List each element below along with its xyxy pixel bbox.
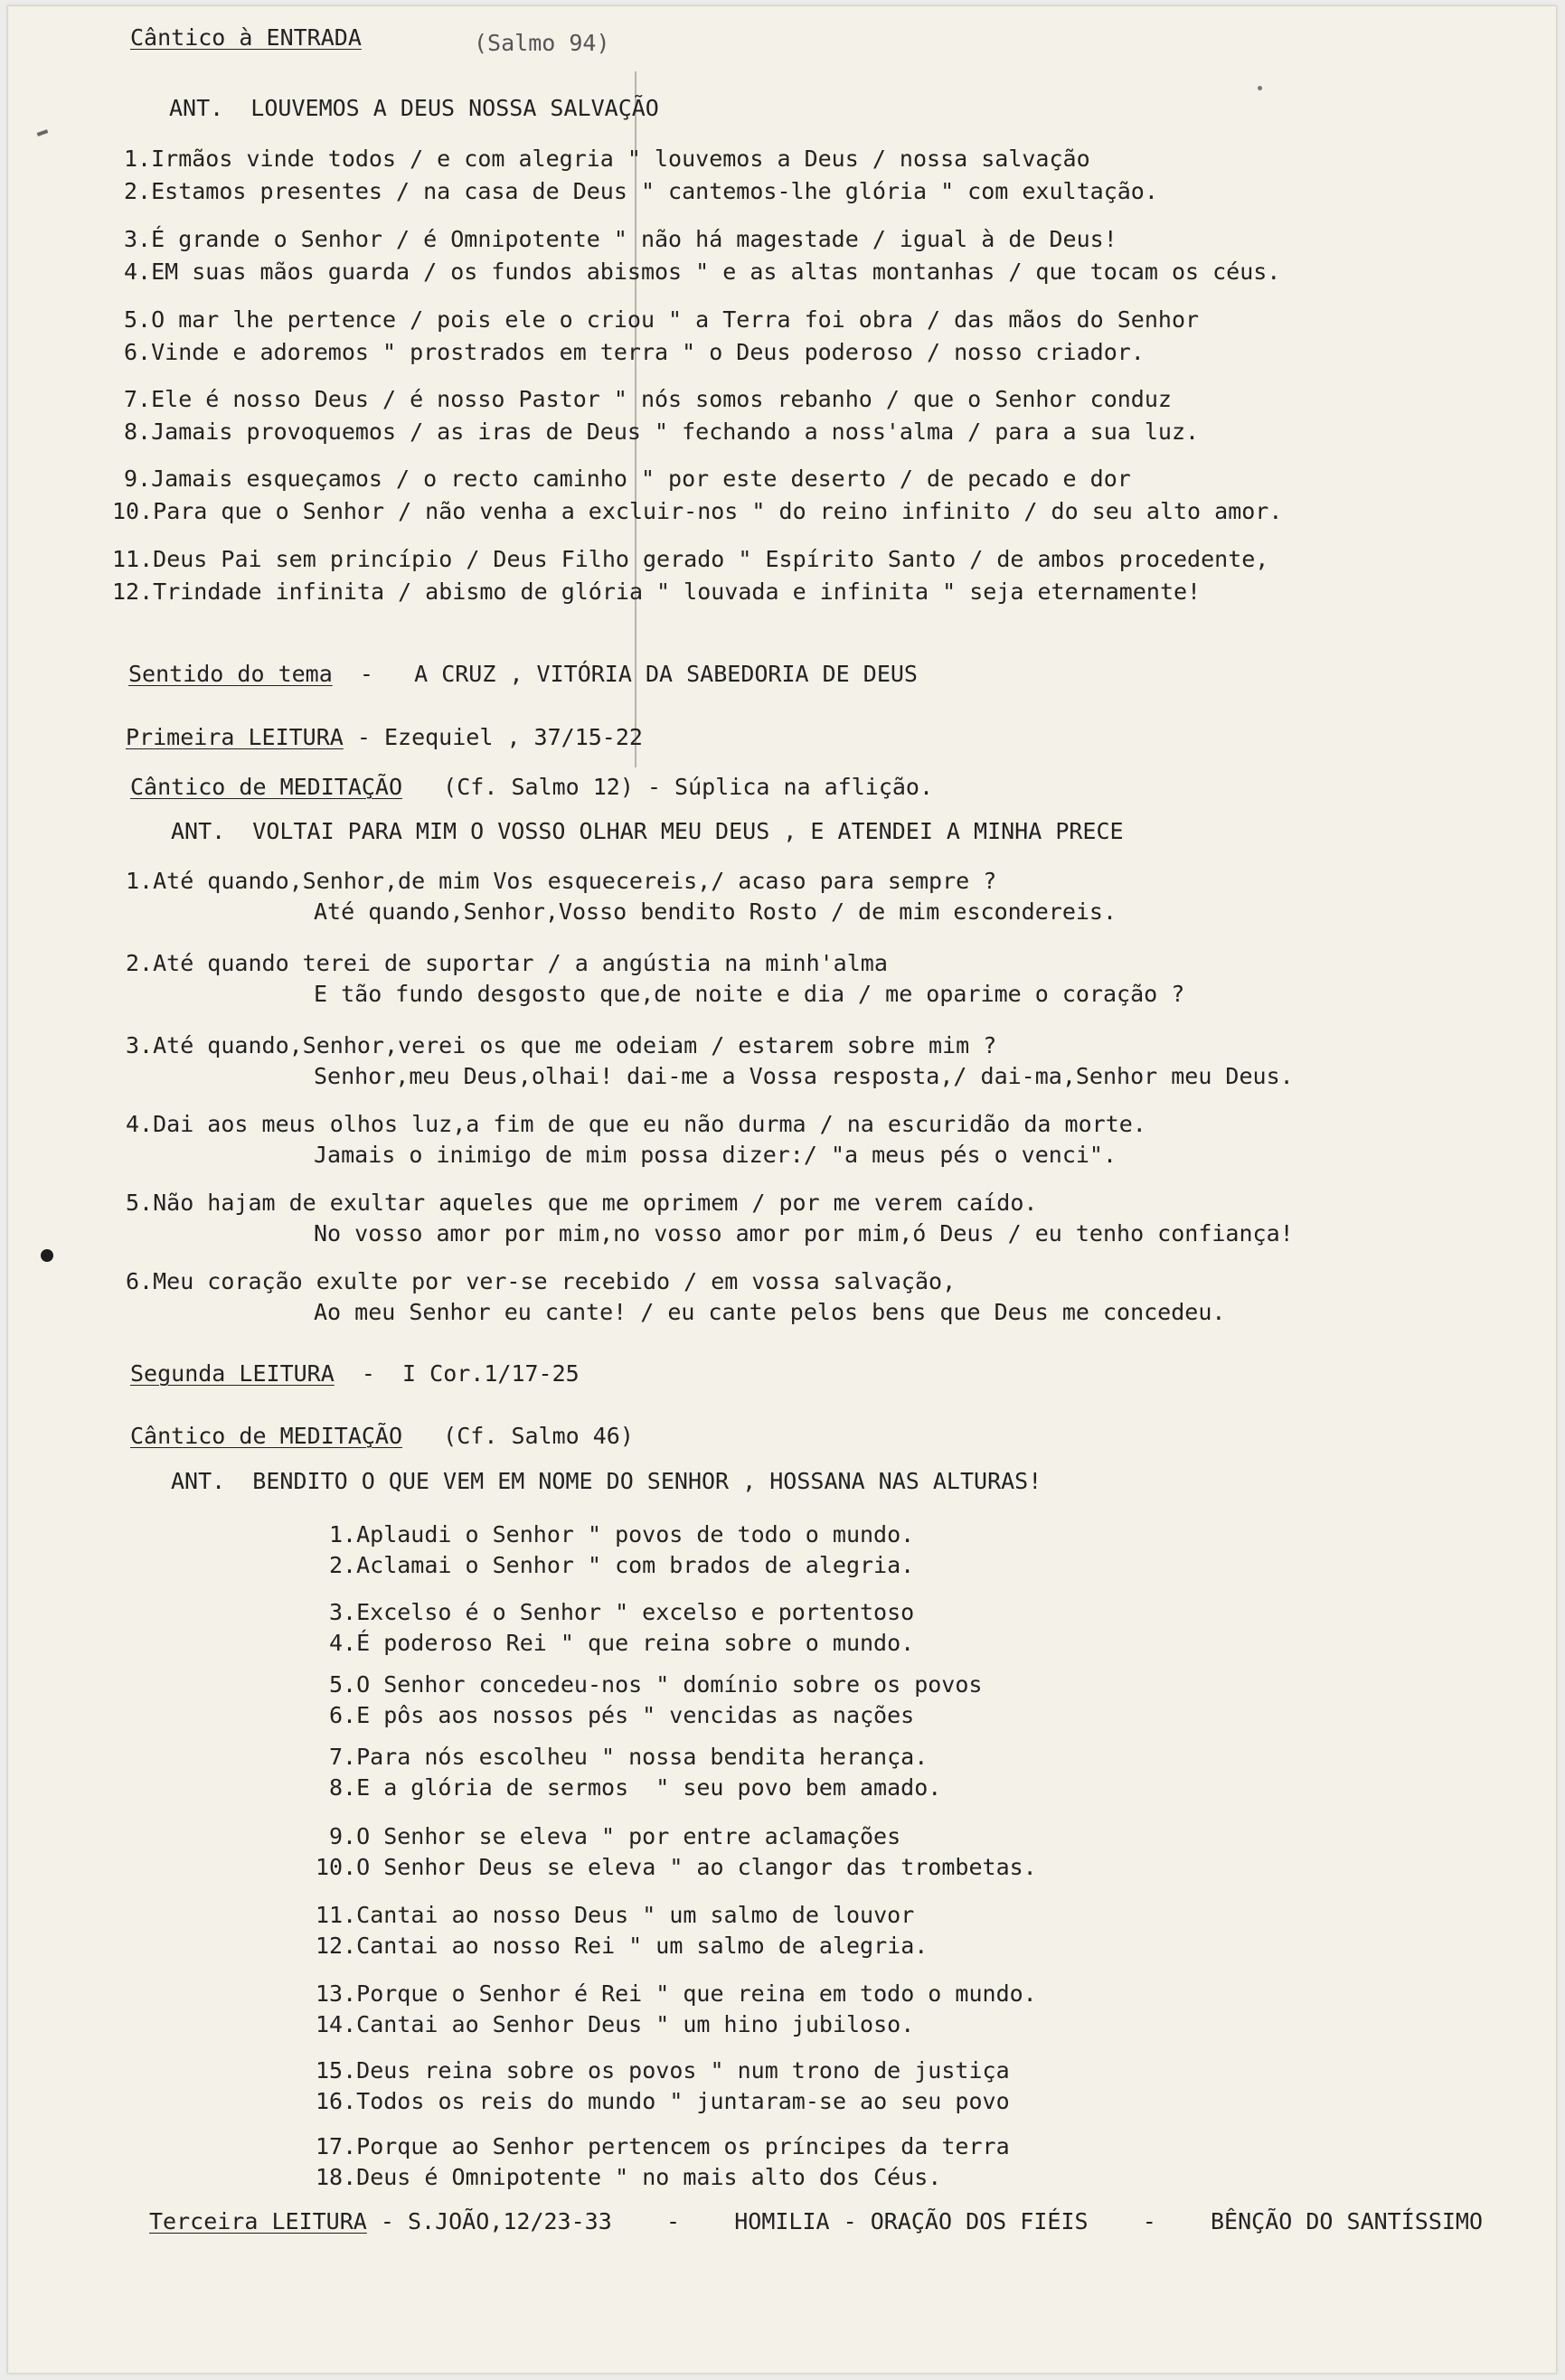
meditation2-antiphon: ANT. BENDITO O QUE VEM EM NOME DO SENHOR , HOSSANA NAS ALTURAS! <box>171 1468 1042 1494</box>
meditation1-verse: 1.Até quando,Senhor,de mim Vos esquecereis,/ acaso para sempre ? <box>126 868 997 894</box>
meditation1-verse-cont: No vosso amor por mim,no vosso amor por mim,ó Deus / eu tenho confiança! <box>314 1220 1294 1246</box>
meditation1-verse-cont: Até quando,Senhor,Vosso bendito Rosto / de mim escondereis. <box>314 898 1117 925</box>
pen-mark <box>37 129 49 136</box>
meditation2-verse: 9.O Senhor se eleva " por entre aclamações <box>329 1823 901 1849</box>
entrance-verse: 3.É grande o Senhor / é Omnipotente " não há magestade / igual à de Deus! <box>124 226 1117 252</box>
meditation2-verse: 11.Cantai ao nosso Deus " um salmo de louvor <box>316 1902 915 1928</box>
entrance-verse: 8.Jamais provoquemos / as iras de Deus " fechando a noss'alma / para a sua luz. <box>124 419 1200 445</box>
meditation2-verse: 13.Porque o Senhor é Rei " que reina em todo o mundo. <box>316 1980 1037 2007</box>
third-reading-label: Terceira LEITURA <box>149 2208 367 2234</box>
meditation2-verse: 1.Aplaudi o Senhor " povos de todo o mundo. <box>329 1521 915 1547</box>
second-reading-ref: - I Cor.1/17-25 <box>334 1360 580 1387</box>
meditation2-verse: 6.E pôs aos nossos pés " vencidas as nações <box>329 1702 915 1728</box>
entrance-verse: 7.Ele é nosso Deus / é nosso Pastor " nós somos rebanho / que o Senhor conduz <box>124 386 1172 412</box>
entrance-verse: 5.O mar lhe pertence / pois ele o criou " a Terra foi obra / das mãos do Senhor <box>124 306 1200 333</box>
document-page <box>7 5 1557 2374</box>
punch-hole <box>41 1249 53 1262</box>
entrance-psalm-ref: (Salmo 94) <box>474 30 610 56</box>
meditation2-verse: 16.Todos os reis do mundo " juntaram-se ao seu povo <box>316 2088 1010 2114</box>
entrance-verse: 12.Trindade infinita / abismo de glória " louvada e infinita " seja eternamente! <box>112 579 1202 605</box>
meditation1-heading <box>130 774 933 801</box>
meditation2-verse: 8.E a glória de sermos " seu povo bem amado. <box>329 1774 942 1801</box>
meditation1-verse-cont: Jamais o inimigo de mim possa dizer:/ "a meus pés o venci". <box>314 1142 1117 1168</box>
entrance-verse: 6.Vinde e adoremos " prostrados em terra " o Deus poderoso / nosso criador. <box>124 339 1145 365</box>
theme-line <box>128 661 918 688</box>
meditation2-verse: 5.O Senhor concedeu-nos " domínio sobre os povos <box>329 1671 983 1698</box>
meditation2-verse: 14.Cantai ao Senhor Deus " um hino jubiloso. <box>316 2011 915 2037</box>
meditation1-label: Cântico de MEDITAÇÃO <box>130 774 403 800</box>
meditation2-verse: 12.Cantai ao nosso Rei " um salmo de alegria. <box>316 1933 929 1959</box>
meditation2-verse: 7.Para nós escolheu " nossa bendita herança. <box>329 1744 929 1770</box>
meditation2-verse: 2.Aclamai o Senhor " com brados de alegria. <box>329 1552 915 1578</box>
meditation2-verse: 4.É poderoso Rei " que reina sobre o mundo. <box>329 1630 915 1656</box>
entrance-verse: 11.Deus Pai sem princípio / Deus Filho gerado " Espírito Santo / de ambos procedente, <box>112 546 1269 572</box>
theme-label: Sentido do tema <box>128 661 333 687</box>
second-reading-line <box>130 1360 580 1388</box>
meditation1-verse-cont: Ao meu Senhor eu cante! / eu cante pelos bens que Deus me concedeu. <box>314 1299 1226 1325</box>
entrance-verse: 10.Para que o Senhor / não venha a excluir-nos " do reino infinito / do seu alto amor. <box>112 498 1283 524</box>
meditation2-verse: 10.O Senhor Deus se eleva " ao clangor das trombetas. <box>316 1854 1037 1880</box>
third-reading-line <box>149 2208 1483 2235</box>
first-reading-label: Primeira LEITURA <box>126 724 344 750</box>
ink-dot <box>1258 86 1262 90</box>
entrance-verse: 4.EM suas mãos guarda / os fundos abismos " e as altas montanhas / que tocam os céus. <box>124 259 1281 285</box>
meditation1-verse: 6.Meu coração exulte por ver-se recebido / em vossa salvação, <box>126 1268 957 1294</box>
entrance-verse: 9.Jamais esqueçamos / o recto caminho " por este deserto / de pecado e dor <box>124 466 1131 492</box>
meditation1-verse: 3.Até quando,Senhor,verei os que me odeiam / estarem sobre mim ? <box>126 1032 997 1058</box>
meditation1-antiphon: ANT. VOLTAI PARA MIM O VOSSO OLHAR MEU DEUS , E ATENDEI A MINHA PRECE <box>171 818 1124 844</box>
meditation2-verse: 15.Deus reina sobre os povos " num trono de justiça <box>316 2057 1010 2084</box>
meditation2-label: Cântico de MEDITAÇÃO <box>130 1423 403 1449</box>
meditation2-verse: 17.Porque ao Senhor pertencem os príncipes da terra <box>316 2133 1010 2159</box>
first-reading-ref: - Ezequiel , 37/15-22 <box>343 724 643 750</box>
meditation2-verse: 3.Excelso é o Senhor " excelso e portentoso <box>329 1599 915 1625</box>
meditation1-verse: 4.Dai aos meus olhos luz,a fim de que eu não durma / na escuridão da morte. <box>126 1111 1146 1137</box>
meditation1-verse: 2.Até quando terei de suportar / a angústia na minh'alma <box>126 950 888 976</box>
entrance-verse: 1.Irmãos vinde todos / e com alegria " louvemos a Deus / nossa salvação <box>124 146 1090 172</box>
meditation1-verse: 5.Não hajam de exultar aqueles que me oprimem / por me verem caído. <box>126 1190 1038 1216</box>
third-reading-ref: - S.JOÃO,12/23-33 - HOMILIA - ORAÇÃO DOS FIÉIS - BÊNÇÃO DO SANTÍSSIMO <box>366 2208 1484 2234</box>
meditation2-ref: (Cf. Salmo 46) <box>402 1423 634 1449</box>
meditation1-ref: (Cf. Salmo 12) - Súplica na aflição. <box>402 774 934 800</box>
theme-text: - A CRUZ , VITÓRIA DA SABEDORIA DE DEUS <box>332 661 918 687</box>
meditation1-verse-cont: Senhor,meu Deus,olhai! dai-me a Vossa resposta,/ dai-ma,Senhor meu Deus. <box>314 1063 1294 1089</box>
meditation1-verse-cont: E tão fundo desgosto que,de noite e dia / me oparime o coração ? <box>314 981 1185 1007</box>
meditation2-verse: 18.Deus é Omnipotente " no mais alto dos Céus. <box>316 2164 942 2190</box>
entrance-chant-title: Cântico à ENTRADA <box>130 24 362 51</box>
second-reading-label: Segunda LEITURA <box>130 1360 335 1387</box>
entrance-antiphon: ANT. LOUVEMOS A DEUS NOSSA SALVAÇÃO <box>169 95 659 121</box>
entrance-verse: 2.Estamos presentes / na casa de Deus " cantemos-lhe glória " com exultação. <box>124 178 1158 204</box>
meditation2-heading <box>130 1423 634 1450</box>
first-reading-line <box>126 724 643 751</box>
